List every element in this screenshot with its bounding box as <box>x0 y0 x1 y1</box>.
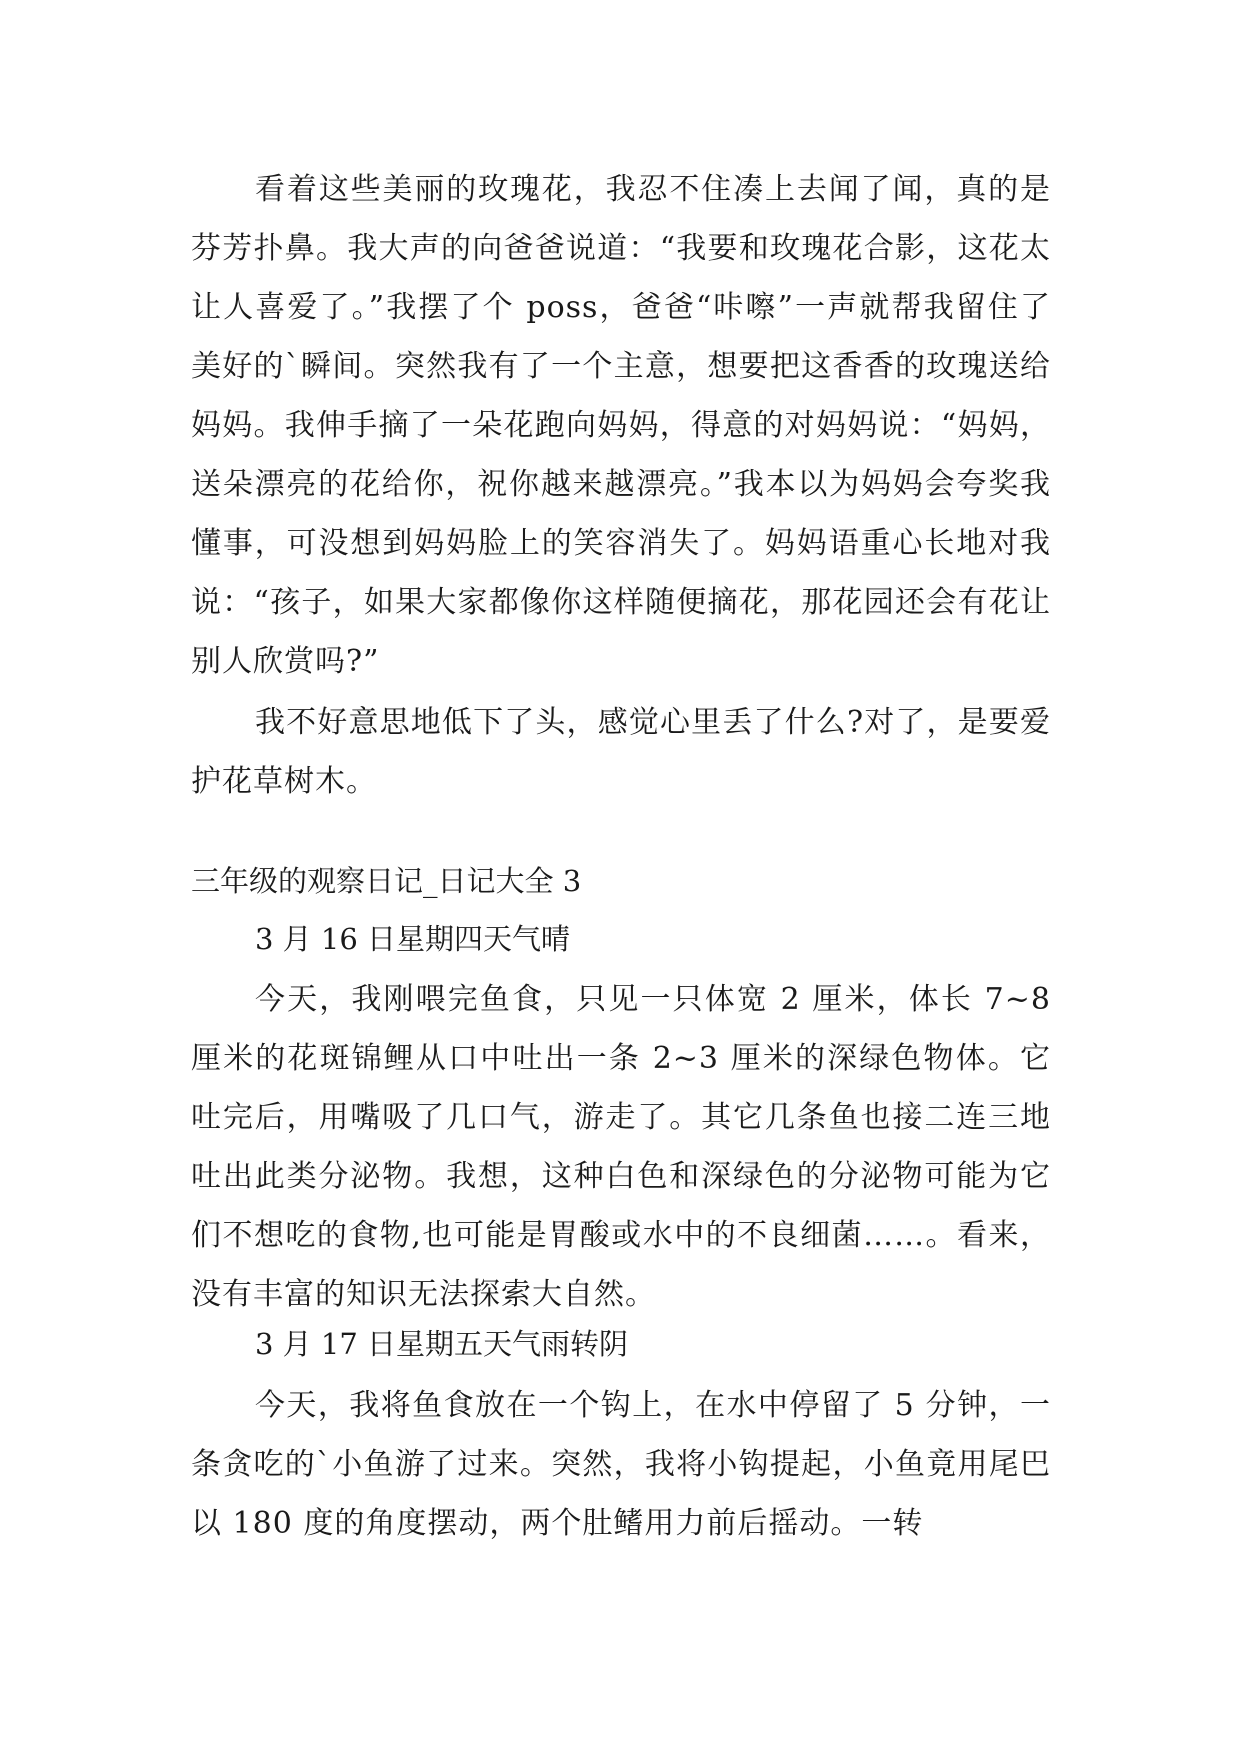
entry-text-1: 今天，我刚喂完鱼食，只见一只体宽 2 厘米，体长 7~8 厘米的花斑锦鲤从口中吐出一条 2~3 厘米的深绿色物体。它吐完后，用嘴吸了几口气，游走了。其它几条鱼也接二连三地吐出此类分泌物。我想，这种白色和深绿色的分泌物可能为它们不想吃的食物,也可能是胃酸或水中的不良细菌……。看来，没有丰富的知识无法探索大自然。 <box>191 982 1051 1312</box>
section-title: 三年级的观察日记_日记大全 3 <box>191 864 582 898</box>
entry-date-2: 3 月 17 日星期五天气雨转阴 <box>255 1327 629 1361</box>
entry-text-2: 今天，我将鱼食放在一个钩上，在水中停留了 5 分钟，一条贪吃的`小鱼游了过来。突然，我将小钩提起，小鱼竟用尾巴以 180 度的角度摆动，两个肚鳍用力前后摇动。一转 <box>191 1388 1051 1541</box>
paragraph-roses: 看着这些美丽的玫瑰花，我忍不住凑上去闻了闻，真的是芬芳扑鼻。我大声的向爸爸说道：“我要和玫瑰花合影，这花太让人喜爱了。”我摆了个 poss，爸爸“咔嚓”一声就帮我留住了美好的`瞬间。突然我有了一个主意，想要把这香香的玫瑰送给妈妈。我伸手摘了一朵花跑向妈妈，得意的对妈妈说：“妈妈，送朵漂亮的花给你，祝你越来越漂亮。”我本以为妈妈会夸奖我懂事，可没想到妈妈脸上的笑容消失了。妈妈语重心长地对我说：“孩子，如果大家都像你这样随便摘花，那花园还会有花让别人欣赏吗?” <box>191 172 1051 679</box>
paragraph-care-for-plants: 我不好意思地低下了头，感觉心里丢了什么?对了，是要爱护花草树木。 <box>191 705 1051 799</box>
entry-date-1: 3 月 16 日星期四天气晴 <box>255 922 571 956</box>
